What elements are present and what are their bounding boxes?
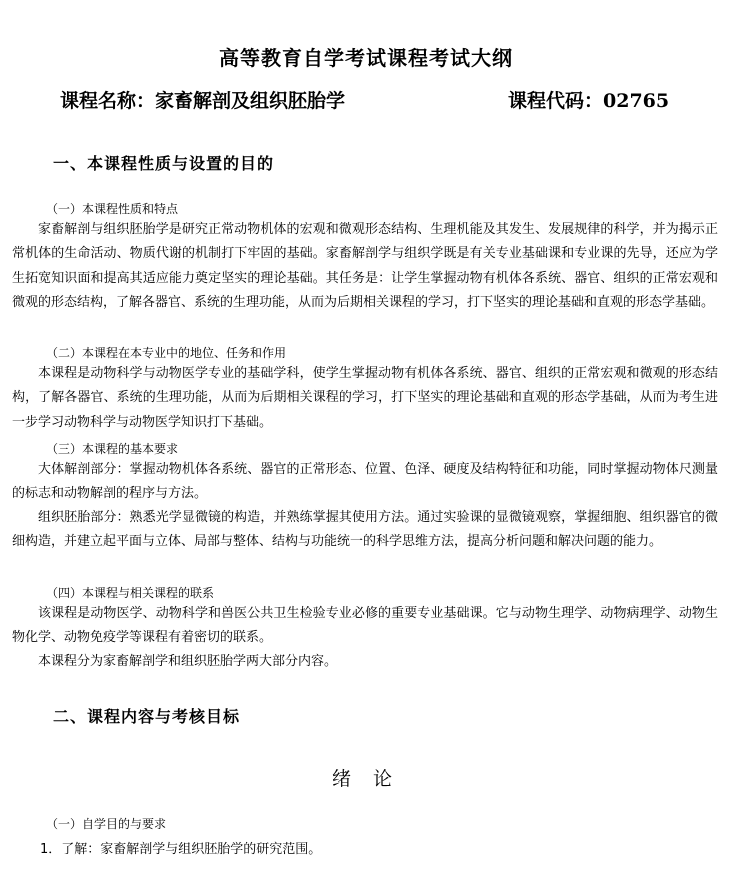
course-info-line: [60, 86, 680, 114]
chapter-title: 绪 论: [331, 768, 401, 790]
subsection-heading-1-4: （四）本课程与相关课程的联系: [46, 586, 215, 600]
paragraph-course-position: 本课程是动物科学与动物医学专业的基础学科，使学生掌握动物有机体各系统、器官、组织的正常宏观和微观的形态结构，了解各器官、系统的生理功能，从而为后期相关课程的学习，打下坚实的理论基础和直观的形态学基础，从而为考生进一步学习动物科学与动物医学知识打下基础。: [12, 366, 718, 430]
course-name: 课程名称：家畜解剖及组织胚胎学: [60, 90, 346, 112]
paragraph-related-courses: 该课程是动物医学、动物科学和兽医公共卫生检验专业必修的重要专业基础课。它与动物生理学、动物病理学、动物生物化学、动物免疫学等课程有着密切的联系。: [12, 606, 718, 646]
subsection-heading-1-1: （一）本课程性质和特点: [46, 202, 179, 216]
document-title: 高等教育自学考试课程考试大纲: [219, 46, 513, 70]
course-code: 课程代码：02765: [508, 90, 670, 112]
subsection-heading-1-3: （三）本课程的基本要求: [46, 442, 179, 456]
paragraph-histology-embryology: 组织胚胎部分：熟悉光学显微镜的构造，并熟练掌握其使用方法。通过实验课的显微镜观察，掌握细胞、组织器官的微细构造，并建立起平面与立体、局部与整体、结构与功能统一的科学思维方法，提高分析问题和解决问题的能力。: [12, 510, 718, 550]
paragraph-course-nature: 家畜解剖与组织胚胎学是研究正常动物机体的宏观和微观形态结构、生理机能及其发生、发展规律的科学，并为揭示正常机体的生命活动、物质代谢的机制打下牢固的基础。家畜解剖学与组织学既是有关专业基础课和专业课的先导，还应为学生拓宽知识面和提高其适应能力奠定坚实的理论基础。其任务是：让学生掌握动物有机体各系统、器官、组织的正常宏观和微观的形态结构，了解各器官、系统的生理功能，从而为后期相关课程的学习，打下坚实的理论基础和直观的形态学基础。: [12, 222, 718, 311]
section-heading-1: 一、本课程性质与设置的目的: [53, 154, 275, 173]
subsection-heading-2-1: （一）自学目的与要求: [46, 817, 167, 831]
list-item: 1．了解：家畜解剖学与组织胚胎学的研究范围。: [40, 842, 322, 857]
paragraph-course-parts: 本课程分为家畜解剖学和组织胚胎学两大部分内容。: [38, 654, 338, 669]
subsection-heading-1-2: （二）本课程在本专业中的地位、任务和作用: [46, 346, 287, 360]
paragraph-gross-anatomy: 大体解剖部分：掌握动物机体各系统、器官的正常形态、位置、色泽、硬度及结构特征和功能，同时掌握动物体尺测量的标志和动物解剖的程序与方法。: [12, 462, 718, 502]
section-heading-2: 二、课程内容与考核目标: [53, 707, 241, 726]
